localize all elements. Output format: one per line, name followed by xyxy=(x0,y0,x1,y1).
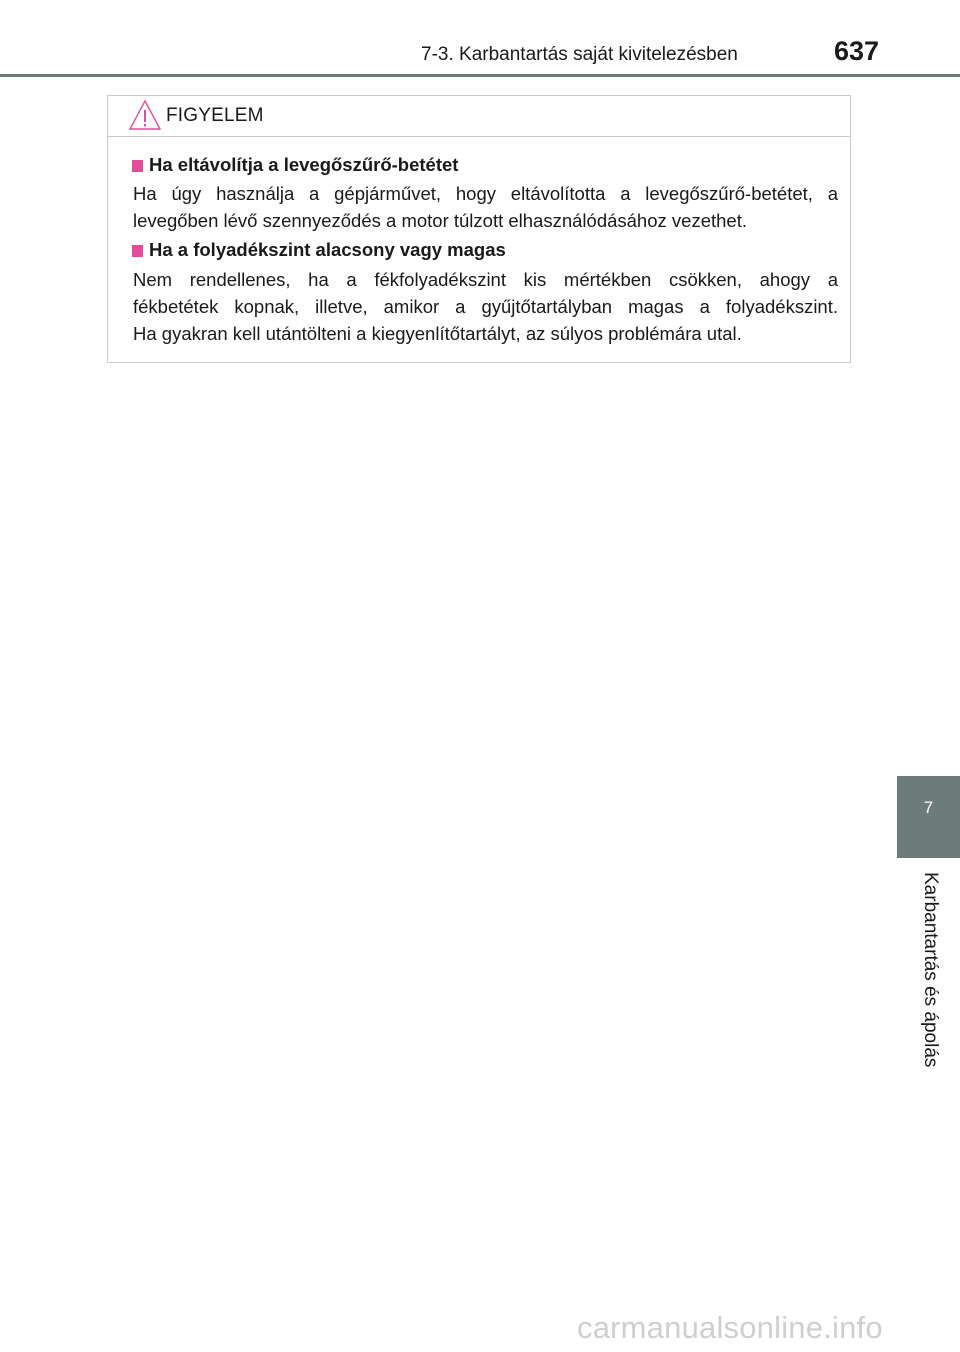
warning-triangle-icon xyxy=(128,99,162,131)
warning-label: FIGYELEM xyxy=(166,105,264,126)
warning-box xyxy=(107,95,851,363)
body-line: levegőben lévő szennyeződés a motor túlzott elhasználódásához vezethet. xyxy=(133,210,747,231)
square-bullet-icon xyxy=(132,245,143,257)
body-line: Ha gyakran kell utántölteni a kiegyenlítőtartályt, az súlyos problémára utal. xyxy=(133,323,742,344)
chapter-number: 7 xyxy=(923,798,934,817)
chapter-label: Karbantartás és ápolás xyxy=(920,872,941,1068)
page-number: 637 xyxy=(834,36,880,66)
square-bullet-icon xyxy=(132,160,143,172)
header-rule xyxy=(0,74,960,77)
warning-item-body xyxy=(133,266,838,347)
warning-item-title: Ha eltávolítja a levegőszűrő-betétet xyxy=(132,154,458,176)
body-line: Nem rendellenes, ha a fékfolyadékszint kis mértékben csökken, ahogy a xyxy=(133,269,838,290)
warning-item-body xyxy=(133,180,838,234)
warning-item-title: Ha a folyadékszint alacsony vagy magas xyxy=(132,239,506,261)
watermark: carmanualsonline.info xyxy=(577,1310,883,1345)
body-line: fékbetétek kopnak, illetve, amikor a gyűjtőtartályban magas a folyadékszint. xyxy=(133,296,838,317)
body-line: Ha úgy használja a gépjárművet, hogy eltávolította a levegőszűrő-betétet, a xyxy=(133,183,838,204)
section-title: 7-3. Karbantartás saját kivitelezésben xyxy=(421,44,738,65)
chapter-tab xyxy=(897,776,960,858)
warning-header xyxy=(108,96,850,137)
